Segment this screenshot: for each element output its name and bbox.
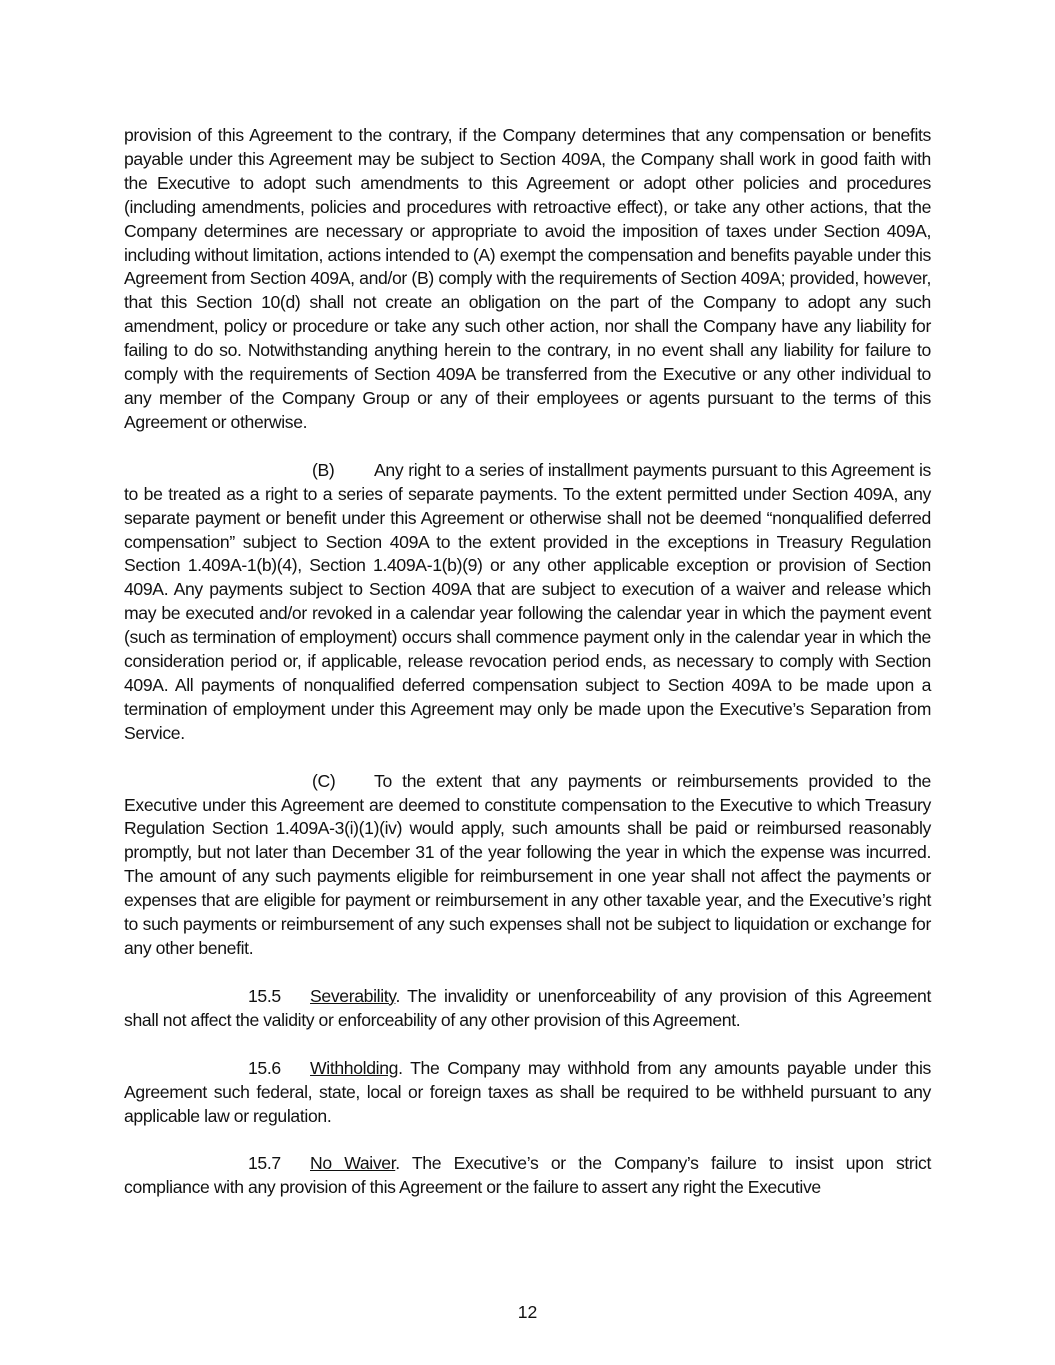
page-number: 12 — [517, 1302, 538, 1322]
paragraph-gap — [124, 435, 931, 459]
section-15-5 — [124, 985, 931, 1033]
subsection-b-text: Any right to a series of installment payments pursuant to this Agreement is to be treated as a right to a series of separate payments. To the extent permitted under Section 409A, any separate payment or benefit under this Agreement or otherwise shall not be deemed “nonqualified deferred compensation” subject to Section 409A to the extent provided in the exceptions in Treasury Regulation Section 1.409A-1(b)(4), Section 1.409A-1(b)(9) or any other applicable exception or provision of Section 409A. Any payments subject to Section 409A that are subject to execution of a waiver and release which may be executed and/or revoked in a calendar year following the calendar year in which the payment event (such as termination of employment) occurs shall commence payment only in the calendar year in which the consideration period or, if applicable, release revocation period ends, as necessary to comply with Section 409A. All payments of nonqualified deferred compensation subject to Section 409A to be made upon a termination of employment under this Agreement may only be made upon the Executive’s Separation from Service. — [124, 459, 931, 743]
section-15-6-number: 15.6 — [248, 1057, 281, 1078]
section-15-6-heading: Withholding — [310, 1057, 399, 1078]
subsection-b — [124, 459, 931, 746]
section-15-5-text: . The invalidity or unenforceability of any provision of this Agreement shall not affect the validity or enforceability of any other provision of this Agreement. — [124, 985, 931, 1030]
subsection-c — [124, 770, 931, 961]
section-15-5-number: 15.5 — [248, 985, 281, 1006]
section-15-7 — [124, 1152, 931, 1200]
section-15-7-heading: No Waiver — [310, 1153, 396, 1174]
subsection-c-text: To the extent that any payments or reimbursements provided to the Executive under this Agreement are deemed to constitute compensation to the Executive to which Treasury Regulation Section 1.409A-3(i)(1)(iv) would apply, such amounts shall be paid or reimbursed reasonably promptly, but not later than December 31 of the year following the year in which the expense was incurred. The amount of any such payments eligible for reimbursement in one year shall not affect the payments or expenses that are eligible for payment or reimbursement in any other taxable year, and the Executive’s right to such payments or reimbursement of any such expenses shall not be subject to liquidation or exchange for any other benefit. — [124, 770, 931, 958]
paragraph-gap — [124, 961, 931, 985]
continuation-paragraph: provision of this Agreement to the contrary, if the Company determines that any compensation or benefits payable under this Agreement may be subject to Section 409A, the Company shall work in good faith with the Executive to adopt such amendments to this Agreement or adopt other policies and procedures (including amendments, policies and procedures with retroactive effect), or take any other actions, that the Company determines are necessary or appropriate to avoid the imposition of taxes under Section 409A, including without limitation, actions intended to (A) exempt the compensation and benefits payable under this Agreement from Section 409A, and/or (B) comply with the requirements of Section 409A; provided, however, that this Section 10(d) shall not create an obligation on the part of the Company to adopt any such amendment, policy or procedure or take any such other action, nor shall the Company have any liability for failing to do so. Notwithstanding anything herein to the contrary, in no event shall any liability for failure to comply with the requirements of Section 409A be transferred from the Executive or any other individual to any member of the Company Group or any of their employees or agents pursuant to the terms of this Agreement or otherwise. — [124, 125, 931, 432]
paragraph-gap — [124, 1033, 931, 1057]
section-15-7-number: 15.7 — [248, 1153, 281, 1174]
paragraph-gap — [124, 746, 931, 770]
section-15-7-text: . The Executive’s or the Company’s failure to insist upon strict compliance with any provision of this Agreement or the failure to assert any right the Executive — [124, 1153, 931, 1198]
paragraph-gap — [124, 1128, 931, 1152]
section-15-6 — [124, 1057, 931, 1129]
section-15-6-text: . The Company may withhold from any amounts payable under this Agreement such federal, state, local or foreign taxes as shall be required to be withheld pursuant to any applicable law or regulation. — [124, 1057, 931, 1126]
subsection-b-label: (B) — [312, 459, 335, 480]
document-page — [124, 124, 931, 1200]
subsection-c-label: (C) — [312, 770, 336, 791]
section-15-5-heading: Severability — [310, 985, 396, 1006]
